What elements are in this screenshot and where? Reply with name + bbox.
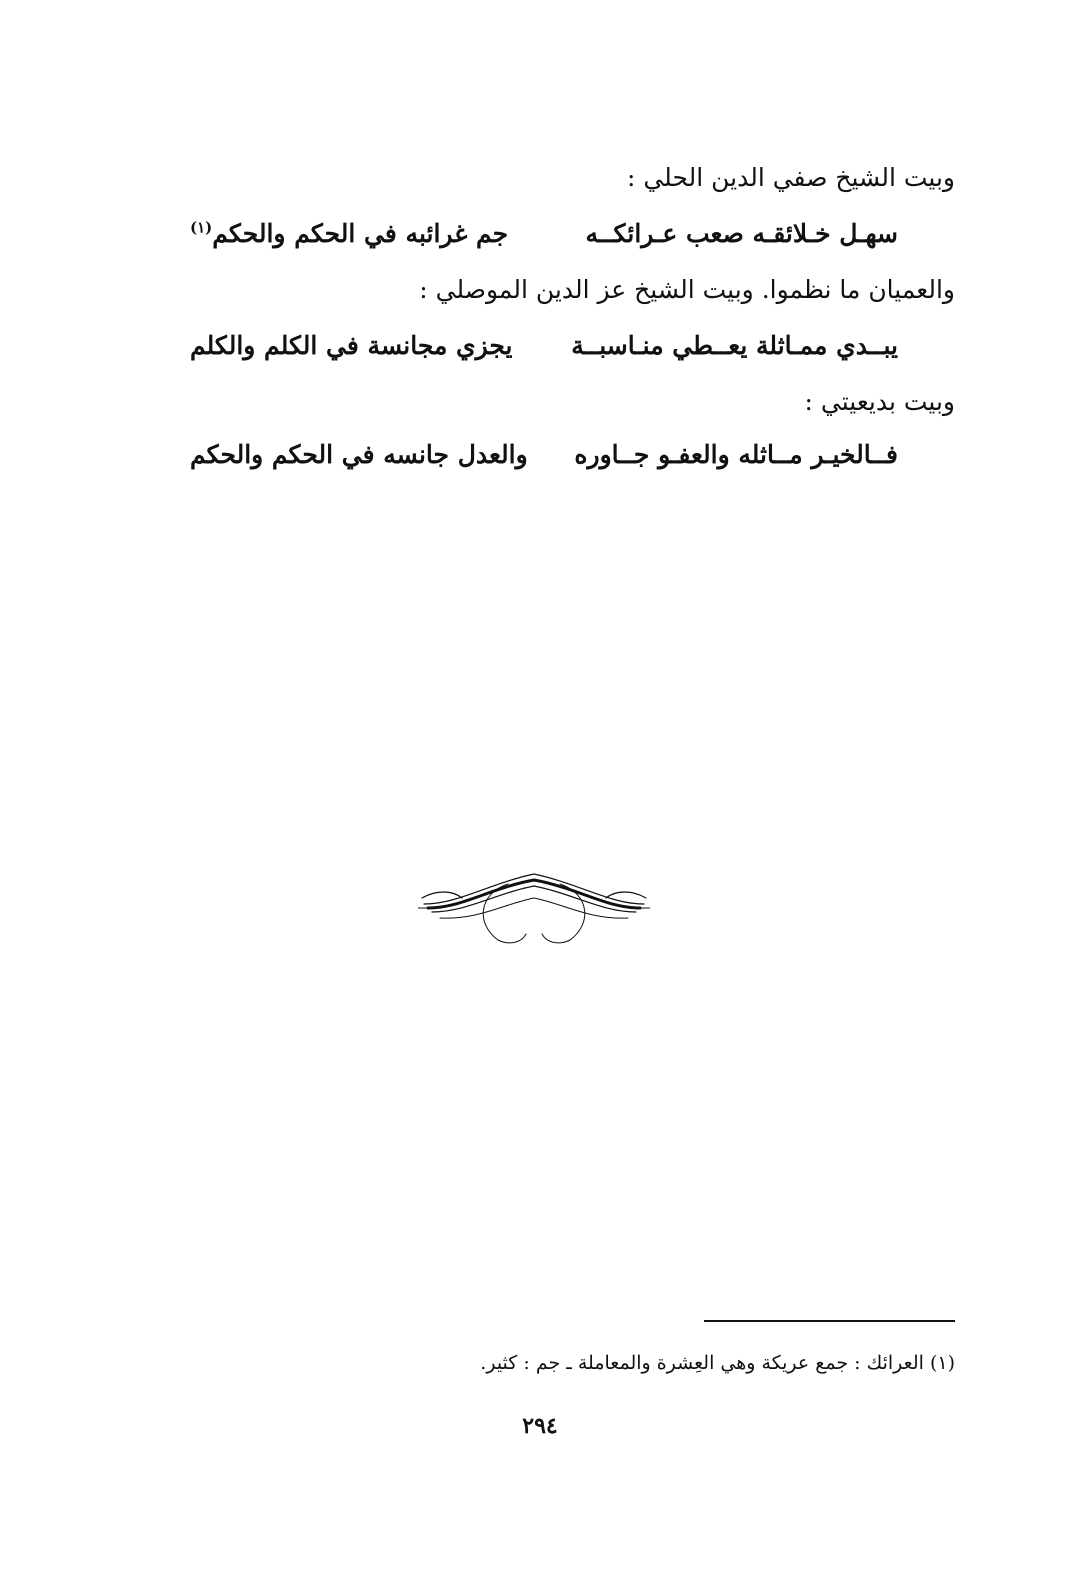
verse-line-2 [190, 326, 898, 366]
verse-2-first-hemistich: يبــدي ممـاثلة يعــطي منـاسبــة [571, 331, 898, 360]
verse-3-first-hemistich: فــالخيـر مــاثله والعفـو جــاوره [574, 440, 898, 469]
page-number: ٢٩٤ [522, 1413, 558, 1439]
prose-line-2: والعميان ما نظموا. وبيت الشيخ عز الدين الموصلي : [419, 275, 955, 304]
verse-line-3 [190, 435, 898, 475]
ornament-divider-icon [418, 864, 650, 948]
footnote-separator [704, 1320, 955, 1322]
verse-2-second-hemistich: يجزي مجانسة في الكلم والكلم [190, 331, 513, 360]
verse-line-1 [190, 214, 898, 254]
prose-line-3: وبيت بديعيتي : [804, 387, 955, 416]
verse-1-second-hemistich [190, 214, 508, 254]
footnote-reference: (١) [190, 218, 213, 237]
verse-3-second-hemistich: والعدل جانسه في الحكم والحكم [190, 440, 528, 469]
verse-1-second-hemistich-text: جم غرائبه في الحكم والحكم [212, 219, 509, 248]
footnote: (١) العرائك : جمع عريكة وهي العِشرة والمعاملة ـ جم : كثير. [480, 1352, 955, 1374]
verse-1-first-hemistich: سهـل خـلائقـه صعب عـرائكــه [585, 219, 898, 248]
prose-line-1: وبيت الشيخ صفي الدين الحلي : [626, 163, 955, 192]
